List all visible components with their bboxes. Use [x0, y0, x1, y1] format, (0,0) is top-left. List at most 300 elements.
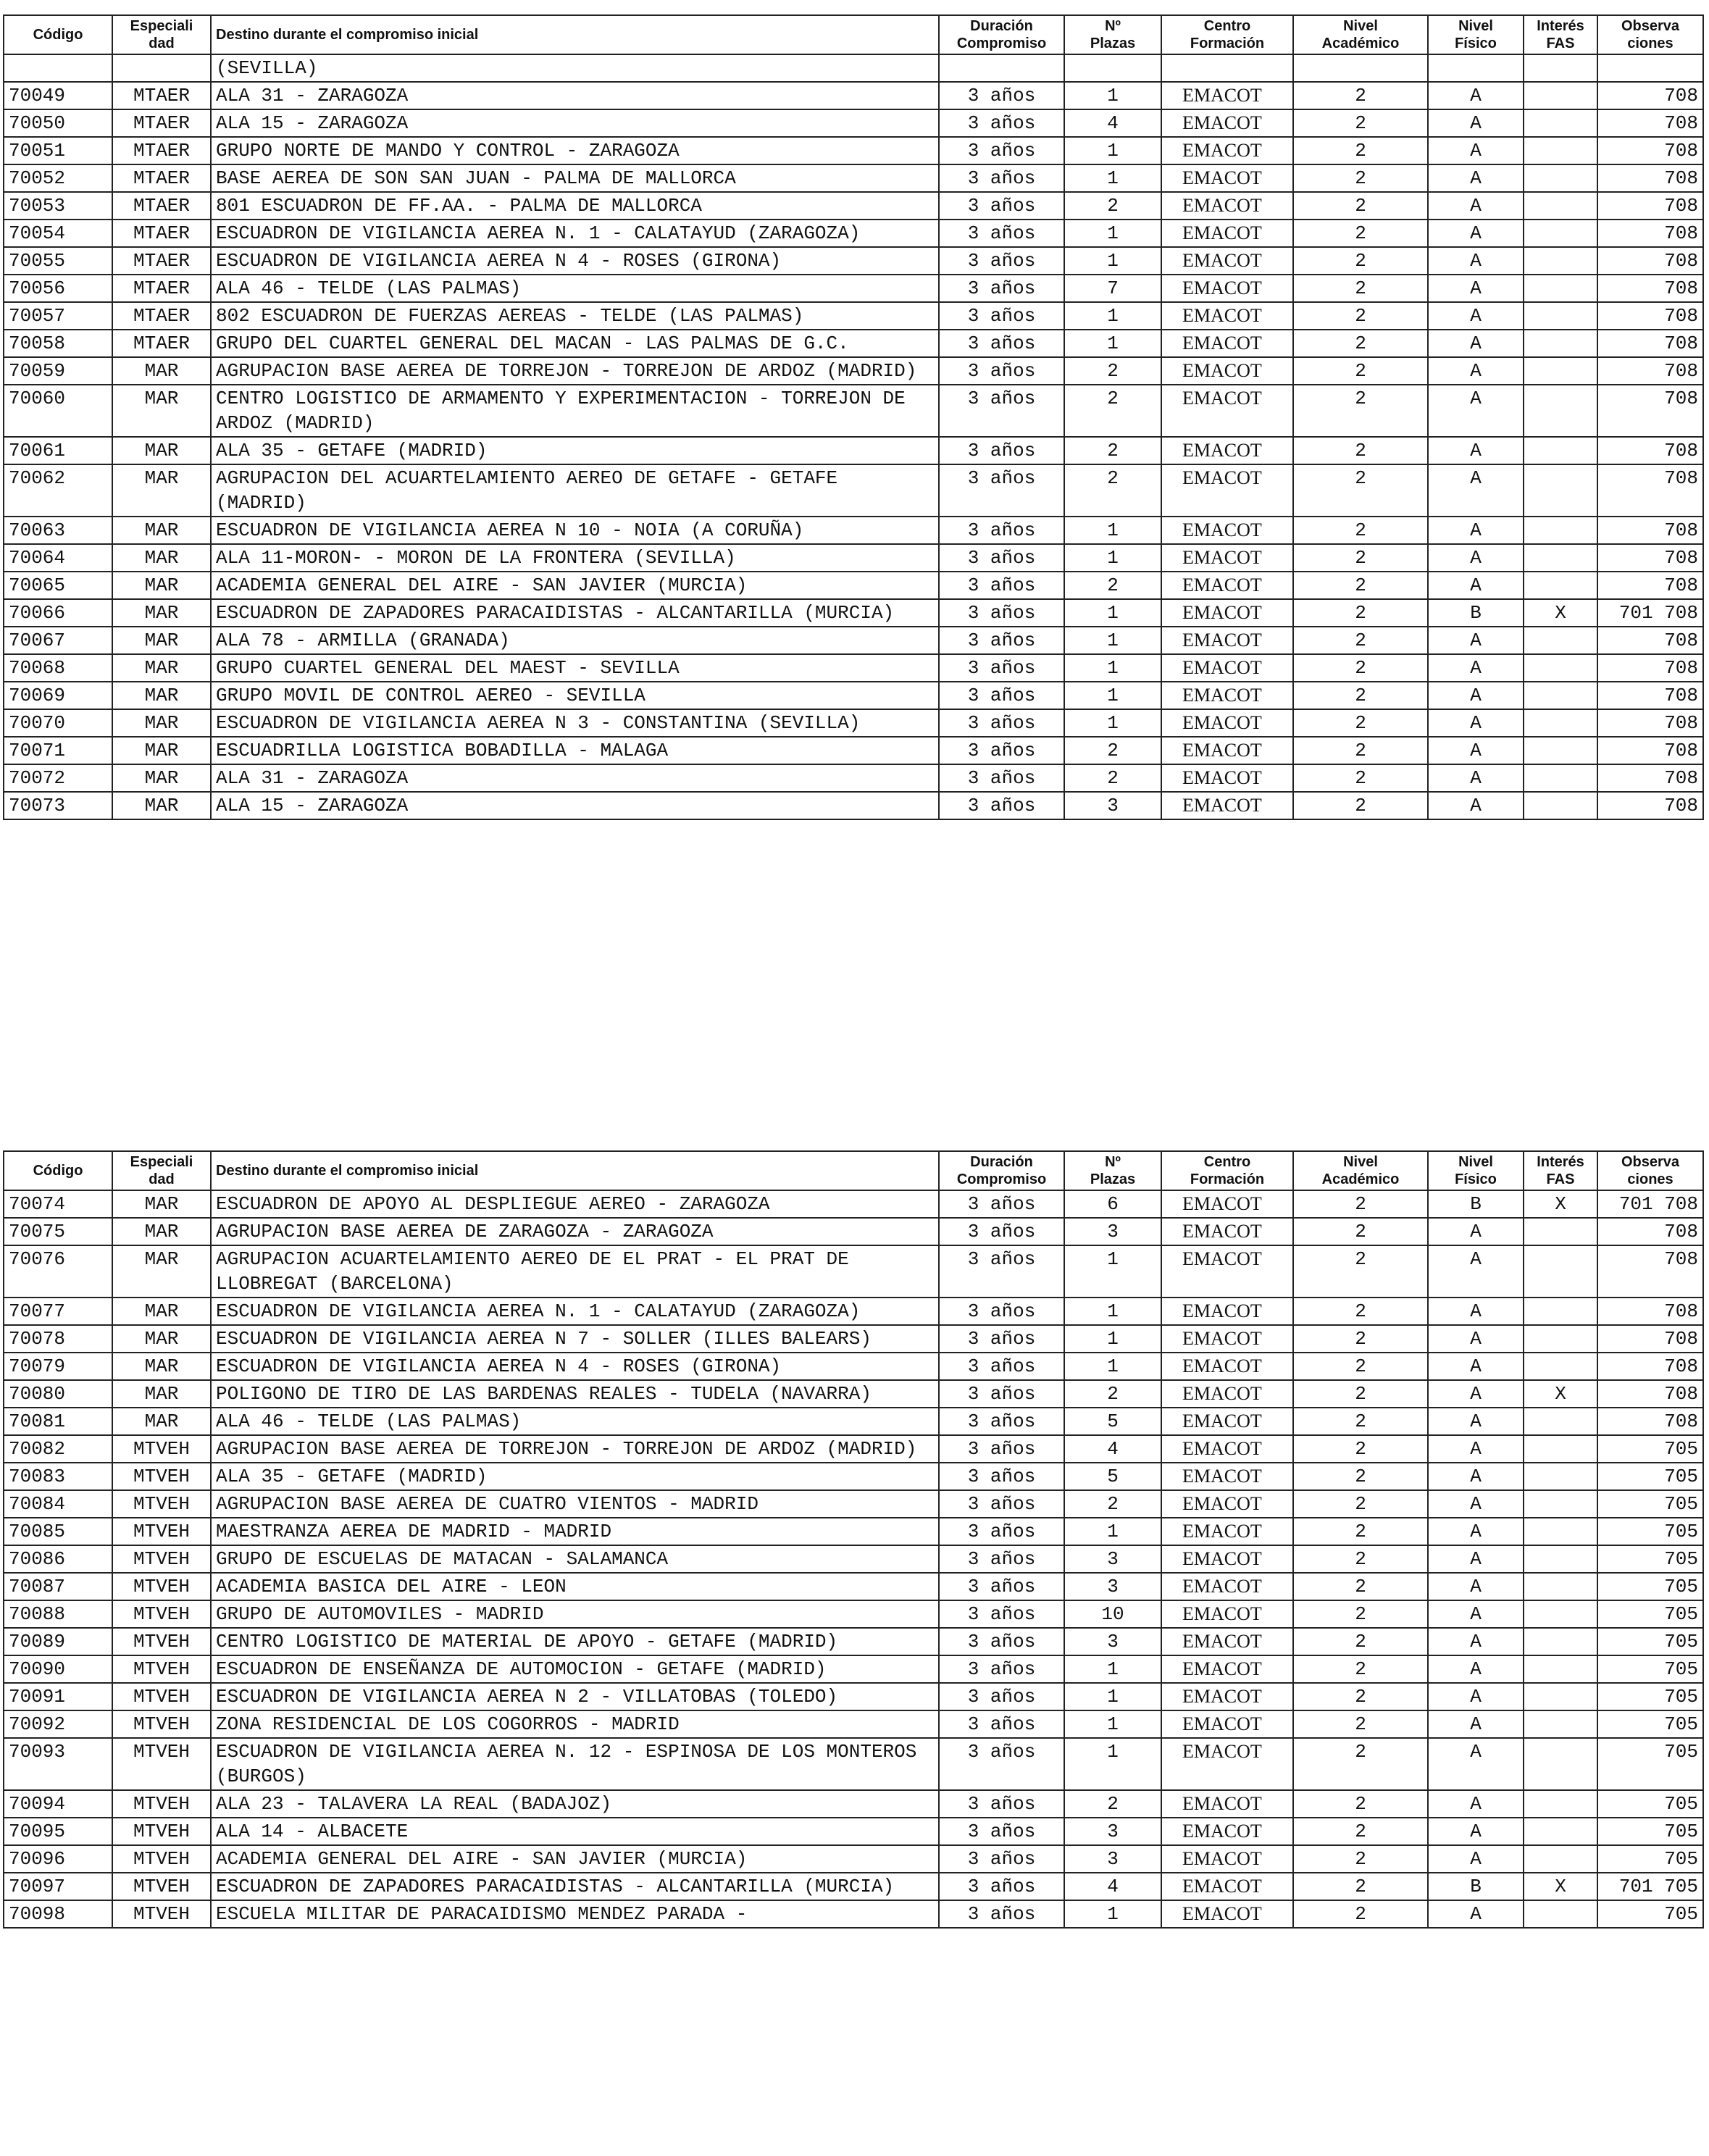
observaciones-cell: 708 [1597, 737, 1703, 764]
plazas-cell: 1 [1064, 247, 1161, 275]
duracion-cell: 3 años [939, 599, 1064, 627]
interes-fas-cell [1524, 275, 1597, 302]
plazas-cell: 1 [1064, 1683, 1161, 1710]
plazas-cell: 2 [1064, 1490, 1161, 1518]
nivel-fisico-cell: A [1428, 137, 1524, 164]
table-row [4, 682, 1703, 709]
nivel-fisico-cell: A [1428, 517, 1524, 544]
nivel-academico-cell: 2 [1293, 1463, 1428, 1490]
observaciones-cell: 708 [1597, 764, 1703, 792]
interes-fas-cell: X [1524, 1190, 1597, 1218]
especialidad-cell: MTVEH [112, 1710, 211, 1738]
duracion-cell: 3 años [939, 1790, 1064, 1818]
especialidad-cell: MTVEH [112, 1790, 211, 1818]
observaciones-cell: 708 [1597, 1353, 1703, 1380]
duracion-cell: 3 años [939, 1435, 1064, 1463]
table-row [4, 1518, 1703, 1545]
destino-cell: ESCUADRON DE VIGILANCIA AEREA N. 1 - CALATAYUD (ZARAGOZA) [211, 1298, 939, 1325]
plazas-cell: 1 [1064, 1353, 1161, 1380]
table-row [4, 1600, 1703, 1628]
observaciones-cell: 705 [1597, 1518, 1703, 1545]
centro-cell: EMACOT [1161, 164, 1293, 192]
destino-cell: ALA 46 - TELDE (LAS PALMAS) [211, 1408, 939, 1435]
observaciones-cell: 708 [1597, 1245, 1703, 1298]
codigo-cell: 70076 [4, 1245, 112, 1298]
table-header [4, 15, 1703, 54]
codigo-cell: 70085 [4, 1518, 112, 1545]
table-row [4, 302, 1703, 330]
plazas-cell: 4 [1064, 109, 1161, 137]
codigo-cell: 70093 [4, 1738, 112, 1790]
table-row [4, 1298, 1703, 1325]
header-observaciones: Observa ciones [1597, 1151, 1703, 1190]
nivel-fisico-cell: B [1428, 1873, 1524, 1900]
interes-fas-cell [1524, 1573, 1597, 1600]
observaciones-cell: 708 [1597, 437, 1703, 464]
interes-fas-cell [1524, 792, 1597, 819]
destino-cell: AGRUPACION ACUARTELAMIENTO AEREO DE EL PRAT - EL PRAT DE LLOBREGAT (BARCELONA) [211, 1245, 939, 1298]
duracion-cell: 3 años [939, 654, 1064, 682]
observaciones-cell: 708 [1597, 1218, 1703, 1245]
interes-fas-cell [1524, 654, 1597, 682]
nivel-fisico-cell: A [1428, 109, 1524, 137]
especialidad-cell: MTVEH [112, 1573, 211, 1600]
especialidad-cell: MTAER [112, 82, 211, 109]
observaciones-cell: 708 [1597, 709, 1703, 737]
duracion-cell: 3 años [939, 737, 1064, 764]
nivel-fisico-cell: B [1428, 1190, 1524, 1218]
especialidad-cell: MAR [112, 599, 211, 627]
interes-fas-cell [1524, 137, 1597, 164]
duracion-cell: 3 años [939, 1380, 1064, 1408]
interes-fas-cell [1524, 1245, 1597, 1298]
especialidad-cell: MAR [112, 627, 211, 654]
header-interes-fas: Interés FAS [1524, 15, 1597, 54]
observaciones-cell: 705 [1597, 1790, 1703, 1818]
table-row [4, 137, 1703, 164]
plazas-cell: 1 [1064, 1518, 1161, 1545]
especialidad-cell: MTVEH [112, 1518, 211, 1545]
interes-fas-cell [1524, 1298, 1597, 1325]
nivel-fisico-cell: A [1428, 1380, 1524, 1408]
centro-cell: EMACOT [1161, 1628, 1293, 1655]
plazas-cell: 1 [1064, 330, 1161, 357]
nivel-academico-cell: 2 [1293, 302, 1428, 330]
destino-cell: 801 ESCUADRON DE FF.AA. - PALMA DE MALLORCA [211, 192, 939, 220]
table-row [4, 737, 1703, 764]
centro-cell: EMACOT [1161, 599, 1293, 627]
codigo-cell: 70077 [4, 1298, 112, 1325]
duracion-cell: 3 años [939, 627, 1064, 654]
observaciones-cell: 705 [1597, 1655, 1703, 1683]
interes-fas-cell [1524, 437, 1597, 464]
header-centro: Centro Formación [1161, 15, 1293, 54]
codigo-cell: 70068 [4, 654, 112, 682]
interes-fas-cell [1524, 1790, 1597, 1818]
observaciones-cell: 701 708 [1597, 1190, 1703, 1218]
duracion-cell: 3 años [939, 1245, 1064, 1298]
header-especialidad: Especiali dad [112, 1151, 211, 1190]
centro-cell: EMACOT [1161, 1545, 1293, 1573]
table-row [4, 109, 1703, 137]
table-row [4, 82, 1703, 109]
codigo-cell: 70094 [4, 1790, 112, 1818]
nivel-academico-cell: 2 [1293, 1298, 1428, 1325]
especialidad-cell: MTAER [112, 330, 211, 357]
plazas-cell: 1 [1064, 1325, 1161, 1353]
plazas-cell: 3 [1064, 1218, 1161, 1245]
observaciones-cell: 708 [1597, 82, 1703, 109]
duracion-cell: 3 años [939, 1218, 1064, 1245]
table-row [4, 1628, 1703, 1655]
destino-cell: ALA 35 - GETAFE (MADRID) [211, 437, 939, 464]
interes-fas-cell [1524, 1738, 1597, 1790]
duracion-cell: 3 años [939, 1518, 1064, 1545]
nivel-academico-cell: 2 [1293, 1873, 1428, 1900]
plazas-cell: 5 [1064, 1463, 1161, 1490]
centro-cell: EMACOT [1161, 737, 1293, 764]
plazas-cell: 1 [1064, 599, 1161, 627]
observaciones-cell: 708 [1597, 330, 1703, 357]
header-observaciones: Observa ciones [1597, 15, 1703, 54]
destino-cell: MAESTRANZA AEREA DE MADRID - MADRID [211, 1518, 939, 1545]
destino-cell: ESCUADRON DE APOYO AL DESPLIEGUE AEREO - ZARAGOZA [211, 1190, 939, 1218]
observaciones-cell: 708 [1597, 192, 1703, 220]
interes-fas-cell [1524, 1435, 1597, 1463]
observaciones-cell: 701 708 [1597, 599, 1703, 627]
interes-fas-cell [1524, 1325, 1597, 1353]
destino-cell: GRUPO DE ESCUELAS DE MATACAN - SALAMANCA [211, 1545, 939, 1573]
nivel-fisico-cell: A [1428, 385, 1524, 437]
nivel-fisico-cell: A [1428, 357, 1524, 385]
especialidad-cell: MTVEH [112, 1463, 211, 1490]
interes-fas-cell: X [1524, 599, 1597, 627]
nivel-academico-cell: 2 [1293, 192, 1428, 220]
codigo-cell: 70052 [4, 164, 112, 192]
table-row [4, 1190, 1703, 1218]
plazas-cell: 1 [1064, 682, 1161, 709]
codigo-cell: 70075 [4, 1218, 112, 1245]
observaciones-cell: 705 [1597, 1738, 1703, 1790]
observaciones-cell: 705 [1597, 1545, 1703, 1573]
destino-cell: ALA 14 - ALBACETE [211, 1818, 939, 1845]
nivel-fisico-cell: A [1428, 1545, 1524, 1573]
table-row [4, 357, 1703, 385]
destino-cell: BASE AEREA DE SON SAN JUAN - PALMA DE MALLORCA [211, 164, 939, 192]
duracion-cell: 3 años [939, 1573, 1064, 1600]
especialidad-cell: MAR [112, 654, 211, 682]
nivel-academico-cell: 2 [1293, 385, 1428, 437]
centro-cell: EMACOT [1161, 1518, 1293, 1545]
centro-cell: EMACOT [1161, 1245, 1293, 1298]
especialidad-cell: MAR [112, 544, 211, 572]
codigo-cell: 70087 [4, 1573, 112, 1600]
nivel-fisico-cell: A [1428, 1738, 1524, 1790]
codigo-cell: 70066 [4, 599, 112, 627]
codigo-cell: 70054 [4, 220, 112, 247]
centro-cell: EMACOT [1161, 1818, 1293, 1845]
centro-cell: EMACOT [1161, 709, 1293, 737]
nivel-academico-cell: 2 [1293, 627, 1428, 654]
centro-cell: EMACOT [1161, 572, 1293, 599]
especialidad-cell: MTAER [112, 275, 211, 302]
destino-cell: AGRUPACION BASE AEREA DE TORREJON - TORREJON DE ARDOZ (MADRID) [211, 357, 939, 385]
nivel-fisico-cell: A [1428, 330, 1524, 357]
nivel-academico-cell: 2 [1293, 1380, 1428, 1408]
table-row [4, 627, 1703, 654]
nivel-fisico-cell: A [1428, 82, 1524, 109]
centro-cell: EMACOT [1161, 1683, 1293, 1710]
observaciones-cell: 708 [1597, 357, 1703, 385]
observaciones-cell: 708 [1597, 220, 1703, 247]
nivel-fisico-cell [1428, 54, 1524, 82]
observaciones-cell: 708 [1597, 792, 1703, 819]
codigo-cell: 70055 [4, 247, 112, 275]
nivel-fisico-cell: A [1428, 1463, 1524, 1490]
centro-cell: EMACOT [1161, 1380, 1293, 1408]
duracion-cell: 3 años [939, 1325, 1064, 1353]
codigo-cell: 70064 [4, 544, 112, 572]
plazas-cell: 7 [1064, 275, 1161, 302]
codigo-cell: 70098 [4, 1900, 112, 1928]
interes-fas-cell: X [1524, 1873, 1597, 1900]
centro-cell: EMACOT [1161, 1873, 1293, 1900]
nivel-fisico-cell: A [1428, 437, 1524, 464]
plazas-cell: 2 [1064, 1380, 1161, 1408]
centro-cell: EMACOT [1161, 1218, 1293, 1245]
observaciones-cell: 705 [1597, 1435, 1703, 1463]
table-row [4, 1218, 1703, 1245]
table-header [4, 1151, 1703, 1190]
nivel-academico-cell: 2 [1293, 599, 1428, 627]
centro-cell: EMACOT [1161, 220, 1293, 247]
destino-cell: ALA 46 - TELDE (LAS PALMAS) [211, 275, 939, 302]
nivel-academico-cell: 2 [1293, 1245, 1428, 1298]
interes-fas-cell [1524, 544, 1597, 572]
header-nivel-fisico: Nivel Físico [1428, 1151, 1524, 1190]
nivel-academico-cell: 2 [1293, 109, 1428, 137]
codigo-cell: 70071 [4, 737, 112, 764]
interes-fas-cell [1524, 1353, 1597, 1380]
table-row [4, 1683, 1703, 1710]
table-row [4, 1818, 1703, 1845]
duracion-cell: 3 años [939, 792, 1064, 819]
interes-fas-cell [1524, 220, 1597, 247]
nivel-fisico-cell: A [1428, 792, 1524, 819]
codigo-cell: 70069 [4, 682, 112, 709]
table-row [4, 1490, 1703, 1518]
duracion-cell: 3 años [939, 192, 1064, 220]
plazas-cell: 2 [1064, 572, 1161, 599]
codigo-cell: 70084 [4, 1490, 112, 1518]
nivel-academico-cell: 2 [1293, 1900, 1428, 1928]
interes-fas-cell [1524, 247, 1597, 275]
codigo-cell: 70079 [4, 1353, 112, 1380]
destino-cell: ACADEMIA BASICA DEL AIRE - LEON [211, 1573, 939, 1600]
interes-fas-cell: X [1524, 1380, 1597, 1408]
destino-cell: ALA 11-MORON- - MORON DE LA FRONTERA (SEVILLA) [211, 544, 939, 572]
plazas-cell: 1 [1064, 1245, 1161, 1298]
interes-fas-cell [1524, 464, 1597, 517]
nivel-fisico-cell: A [1428, 572, 1524, 599]
codigo-cell: 70097 [4, 1873, 112, 1900]
nivel-fisico-cell: A [1428, 1408, 1524, 1435]
nivel-fisico-cell: A [1428, 1600, 1524, 1628]
especialidad-cell: MTVEH [112, 1628, 211, 1655]
interes-fas-cell [1524, 1518, 1597, 1545]
nivel-fisico-cell: A [1428, 220, 1524, 247]
especialidad-cell: MTVEH [112, 1655, 211, 1683]
plazas-table-2 [3, 1150, 1704, 1929]
destino-cell: ESCUADRON DE VIGILANCIA AEREA N. 12 - ESPINOSA DE LOS MONTEROS (BURGOS) [211, 1738, 939, 1790]
destino-cell: ACADEMIA GENERAL DEL AIRE - SAN JAVIER (MURCIA) [211, 572, 939, 599]
centro-cell: EMACOT [1161, 1738, 1293, 1790]
nivel-fisico-cell: A [1428, 737, 1524, 764]
table-row [4, 247, 1703, 275]
codigo-cell: 70059 [4, 357, 112, 385]
nivel-academico-cell: 2 [1293, 1518, 1428, 1545]
especialidad-cell: MAR [112, 682, 211, 709]
table-row [4, 1738, 1703, 1790]
interes-fas-cell [1524, 1900, 1597, 1928]
table-row [4, 464, 1703, 517]
table-row [4, 1245, 1703, 1298]
especialidad-cell: MTAER [112, 137, 211, 164]
codigo-cell: 70074 [4, 1190, 112, 1218]
plazas-cell: 1 [1064, 220, 1161, 247]
plazas-cell: 3 [1064, 792, 1161, 819]
table-row [4, 1790, 1703, 1818]
destino-cell: ESCUADRILLA LOGISTICA BOBADILLA - MALAGA [211, 737, 939, 764]
interes-fas-cell [1524, 1845, 1597, 1873]
centro-cell: EMACOT [1161, 109, 1293, 137]
table-row [4, 1873, 1703, 1900]
codigo-cell: 70082 [4, 1435, 112, 1463]
duracion-cell: 3 años [939, 1490, 1064, 1518]
destino-cell: GRUPO CUARTEL GENERAL DEL MAEST - SEVILLA [211, 654, 939, 682]
especialidad-cell: MTVEH [112, 1900, 211, 1928]
duracion-cell [939, 54, 1064, 82]
destino-cell: ALA 15 - ZARAGOZA [211, 109, 939, 137]
nivel-fisico-cell: A [1428, 1710, 1524, 1738]
duracion-cell: 3 años [939, 682, 1064, 709]
table-row [4, 192, 1703, 220]
nivel-academico-cell: 2 [1293, 764, 1428, 792]
nivel-academico-cell: 2 [1293, 1545, 1428, 1573]
destino-cell: GRUPO DEL CUARTEL GENERAL DEL MACAN - LAS PALMAS DE G.C. [211, 330, 939, 357]
table-body [4, 54, 1703, 819]
interes-fas-cell [1524, 192, 1597, 220]
nivel-fisico-cell: A [1428, 1683, 1524, 1710]
especialidad-cell: MTAER [112, 302, 211, 330]
nivel-academico-cell: 2 [1293, 1490, 1428, 1518]
header-destino: Destino durante el compromiso inicial [211, 15, 939, 54]
destino-cell: ACADEMIA GENERAL DEL AIRE - SAN JAVIER (MURCIA) [211, 1845, 939, 1873]
centro-cell: EMACOT [1161, 544, 1293, 572]
codigo-cell [4, 54, 112, 82]
centro-cell: EMACOT [1161, 137, 1293, 164]
interes-fas-cell [1524, 1545, 1597, 1573]
nivel-academico-cell: 2 [1293, 275, 1428, 302]
especialidad-cell: MTVEH [112, 1873, 211, 1900]
observaciones-cell: 705 [1597, 1710, 1703, 1738]
duracion-cell: 3 años [939, 1408, 1064, 1435]
especialidad-cell: MTVEH [112, 1435, 211, 1463]
table-row [4, 599, 1703, 627]
table-row [4, 220, 1703, 247]
nivel-academico-cell: 2 [1293, 220, 1428, 247]
interes-fas-cell [1524, 385, 1597, 437]
codigo-cell: 70065 [4, 572, 112, 599]
nivel-fisico-cell: A [1428, 1628, 1524, 1655]
observaciones-cell: 708 [1597, 302, 1703, 330]
destino-cell: ESCUADRON DE ZAPADORES PARACAIDISTAS - ALCANTARILLA (MURCIA) [211, 599, 939, 627]
observaciones-cell: 705 [1597, 1463, 1703, 1490]
centro-cell: EMACOT [1161, 357, 1293, 385]
nivel-fisico-cell: A [1428, 1845, 1524, 1873]
codigo-cell: 70053 [4, 192, 112, 220]
table-row [4, 1573, 1703, 1600]
duracion-cell: 3 años [939, 385, 1064, 437]
plazas-cell: 1 [1064, 1655, 1161, 1683]
nivel-academico-cell: 2 [1293, 682, 1428, 709]
centro-cell: EMACOT [1161, 82, 1293, 109]
centro-cell: EMACOT [1161, 1298, 1293, 1325]
centro-cell: EMACOT [1161, 1463, 1293, 1490]
destino-cell: CENTRO LOGISTICO DE MATERIAL DE APOYO - GETAFE (MADRID) [211, 1628, 939, 1655]
nivel-fisico-cell: B [1428, 599, 1524, 627]
codigo-cell: 70095 [4, 1818, 112, 1845]
centro-cell: EMACOT [1161, 247, 1293, 275]
table-row [4, 1900, 1703, 1928]
especialidad-cell [112, 54, 211, 82]
duracion-cell: 3 años [939, 1600, 1064, 1628]
plazas-cell: 1 [1064, 137, 1161, 164]
plazas-cell: 3 [1064, 1628, 1161, 1655]
centro-cell: EMACOT [1161, 1790, 1293, 1818]
especialidad-cell: MTVEH [112, 1600, 211, 1628]
observaciones-cell: 708 [1597, 109, 1703, 137]
observaciones-cell: 708 [1597, 627, 1703, 654]
plazas-cell: 6 [1064, 1190, 1161, 1218]
nivel-fisico-cell: A [1428, 627, 1524, 654]
destino-cell: ZONA RESIDENCIAL DE LOS COGORROS - MADRID [211, 1710, 939, 1738]
centro-cell [1161, 54, 1293, 82]
nivel-academico-cell: 2 [1293, 1628, 1428, 1655]
destino-cell: ESCUADRON DE VIGILANCIA AEREA N. 1 - CALATAYUD (ZARAGOZA) [211, 220, 939, 247]
codigo-cell: 70073 [4, 792, 112, 819]
interes-fas-cell [1524, 1600, 1597, 1628]
codigo-cell: 70062 [4, 464, 112, 517]
observaciones-cell: 708 [1597, 1408, 1703, 1435]
plazas-cell: 5 [1064, 1408, 1161, 1435]
plazas-cell: 1 [1064, 82, 1161, 109]
centro-cell: EMACOT [1161, 192, 1293, 220]
nivel-fisico-cell: A [1428, 302, 1524, 330]
observaciones-cell: 708 [1597, 275, 1703, 302]
plazas-cell [1064, 54, 1161, 82]
codigo-cell: 70060 [4, 385, 112, 437]
observaciones-cell: 701 705 [1597, 1873, 1703, 1900]
destino-cell: ALA 15 - ZARAGOZA [211, 792, 939, 819]
table-row [4, 544, 1703, 572]
table-row [4, 330, 1703, 357]
especialidad-cell: MAR [112, 517, 211, 544]
especialidad-cell: MAR [112, 464, 211, 517]
destino-cell: CENTRO LOGISTICO DE ARMAMENTO Y EXPERIMENTACION - TORREJON DE ARDOZ (MADRID) [211, 385, 939, 437]
centro-cell: EMACOT [1161, 1435, 1293, 1463]
duracion-cell: 3 años [939, 247, 1064, 275]
